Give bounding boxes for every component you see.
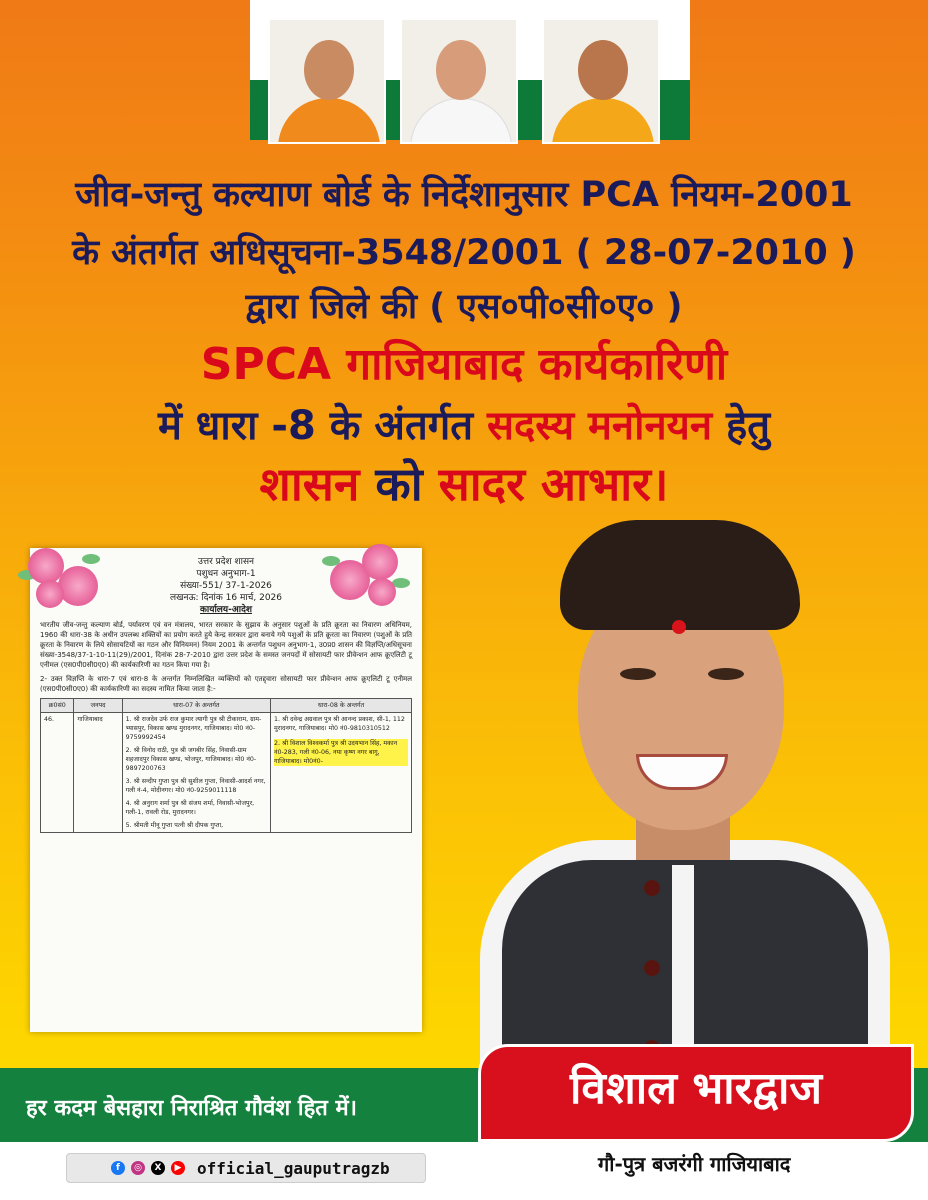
tilak-mark (672, 620, 686, 634)
headline-line-5-part-a: में धारा -8 के अंतर्गत (157, 403, 488, 449)
flower-decoration-left (14, 540, 106, 616)
x-icon[interactable]: X (151, 1161, 165, 1175)
leader-photo-1-head (304, 40, 354, 100)
facebook-icon[interactable]: f (111, 1161, 125, 1175)
table-cell-district: गाजियाबाद (74, 713, 122, 833)
doc-title: कार्यालय-आदेश (200, 605, 252, 615)
table-header-cell: धारा-08 के अन्तर्गत (271, 699, 412, 713)
leader-photo-3-robe (552, 98, 654, 144)
headline-line-1: जीव-जन्तु कल्याण बोर्ड के निर्देशानुसार PCA नियम-2001 (75, 175, 853, 215)
table-cell-sn: 46. (41, 713, 74, 833)
youtube-icon[interactable]: ▶ (171, 1161, 185, 1175)
headline-line-6 (0, 452, 928, 514)
table-header-cell: धारा-07 के अन्तर्गत (122, 699, 270, 713)
government-order-document (30, 548, 422, 1032)
footer-subtitle: गौ-पुत्र बजरंगी गाजियाबाद (598, 1152, 791, 1176)
table-header-row (41, 699, 412, 713)
social-handle[interactable]: official_gauputragzb (197, 1158, 390, 1178)
section-7-member: 2. श्री विनोद राठी, पुत्र श्री जगबीर सिंह, निवासी-ग्राम शहजादपुर विकास खण्ड, भोजपुर, गाजियाबाद। मो0 नं0-9897200763 (125, 747, 257, 772)
leader-photo-1-robe (278, 98, 380, 144)
table-row (41, 713, 412, 833)
section-7-member: 1. श्री राजदेव उर्फ राज कुमार त्यागी पुत्र श्री टीकाराम, ग्राम-भ्यासपुर, विकास खण्ड मुरादनगर, गाजियाबाद। मो0 नं0-9759992454 (125, 716, 262, 741)
person-eye-left (620, 668, 656, 680)
headline-line-6-part-a: शासन (259, 457, 360, 511)
table-cell-section-8 (271, 713, 412, 833)
headline-line-4: SPCA गाजियाबाद कार्यकारिणी (200, 339, 728, 390)
footer-slogan: हर कदम बेसहारा निराश्रित गौवंश हित में। (26, 1096, 357, 1121)
table-header-cell: जनपद (74, 699, 122, 713)
person-name: विशाल भारद्वाज (570, 1063, 822, 1114)
person-hair (560, 520, 800, 630)
leader-photo-2 (400, 18, 518, 144)
headline-line-3: द्वारा जिले की ( एस०पी०सी०ए० ) (245, 287, 683, 327)
doc-paragraph-2: 2- उक्त विज्ञप्ति के धारा-7 एवं धारा-8 के अन्तर्गत निम्नलिखित व्यक्तियों को एतद्द्वारा सोसायटी फार प्रीवेन्शन आफ क्रूएलिटी टू एनीमल (एस0पी0सी0ए0) की कार्यकारिणी का सदस्य नामित किया जाता है:- (40, 675, 412, 693)
leader-photo-2-head (436, 40, 486, 100)
leader-photo-3 (542, 18, 660, 144)
leader-photo-2-shirt (410, 98, 512, 144)
section-8-member: 1. श्री दवेन्द्र अग्रवाल पुत्र श्री आनन्द प्रकाश, सी-1, 112 मुरादनगर, गाजियाबाद। मो0 नं0-9810310512 (274, 716, 405, 732)
headline-line-2: के अंतर्गत अधिसूचना-3548/2001 ( 28-07-2010 ) (72, 233, 856, 273)
headline-line-5 (0, 396, 928, 451)
headline-line-6-part-c: सादर आभार। (438, 457, 669, 511)
table-cell-section-7 (122, 713, 270, 833)
headline-line-5-part-c: हेतु (712, 403, 771, 449)
social-handle-bar[interactable] (66, 1153, 426, 1183)
headline-line-5-part-b: सदस्य मनोनयन (487, 403, 713, 449)
section-8-member-highlighted: 2. श्री विशाल विश्वकर्मा पुत्र श्री उदयभान सिंह, मकान नं0-283, गली नं0-06, नया कृष्ण नगर बागू, गाजियाबाद। मो0नं0- (274, 739, 408, 766)
doc-members-table (40, 698, 412, 833)
doc-paragraph-1: भारतीय जीव-जन्तु कल्याण बोर्ड, पर्यावरण एवं वन मंत्रालय, भारत सरकार के सुझाव के अनुसार पशुओं के प्रति क्रूरता का निवारण अधिनियम, 1960 की धारा-38 के अधीन उपलब्ध शक्तियों का प्रयोग करते हुये केन्द्र सरकार द्वारा बनाये गये पशुओं के प्रति क्रूरता का निवारण (पशुओं के प्रति क्रूरता के निवारण के लिये सोसायटियों का गठन और विनियमन) नियम 2001 के अन्तर्गत पशुधन अनुभाग-1, उ0प्र0 शासन की विज्ञप्ति/अधिसूचना संख्या-3548/37-1-10-11(29)/2001, दिनांक 28-7-2010 द्वारा उत्तर प्रदेश के समस्त जनपदों में सोसायटी फार प्रीवेन्शन आफ क्रूएलिटी टू एनीमल (एस0पी0सी0ए0) की कार्यकारिणी का गठन किया गया है। (40, 621, 412, 669)
section-7-member: 4. श्री अनुराग शर्मा पुत्र श्री संजय शर्मा, निवासी-भोजपुर, गली-1, रावली रोड, मुरादनगर। (125, 800, 255, 816)
headline-line-6-part-b: को (359, 457, 439, 511)
leader-photo-3-head (578, 40, 628, 100)
person-photo (440, 520, 928, 1080)
doc-number: संख्या-551/ 37-1-2026 (180, 581, 272, 591)
flower-decoration-right (320, 538, 412, 614)
doc-gov-heading: उत्तर प्रदेश शासन (197, 557, 255, 567)
vest-button (644, 880, 660, 896)
table-header-cell: क्र0सं0 (41, 699, 74, 713)
instagram-icon[interactable]: ◎ (131, 1161, 145, 1175)
doc-date: लखनऊ: दिनांक 16 मार्च, 2026 (170, 593, 282, 603)
section-7-member: 3. श्री सन्दीप गुप्ता पुत्र श्री सुशील गुप्ता, निवासी-आदर्श नगर, गली नं-4, मोदीनगर। मो0 नं0-9259011118 (125, 778, 266, 794)
leader-photo-1 (268, 18, 386, 144)
vest-button (644, 960, 660, 976)
person-eye-right (708, 668, 744, 680)
section-7-member: 5. श्रीमती मीनू गुप्ता पत्नी श्री दीपक गुप्ता, (125, 822, 224, 829)
doc-department: पशुधन अनुभाग-1 (196, 569, 256, 579)
